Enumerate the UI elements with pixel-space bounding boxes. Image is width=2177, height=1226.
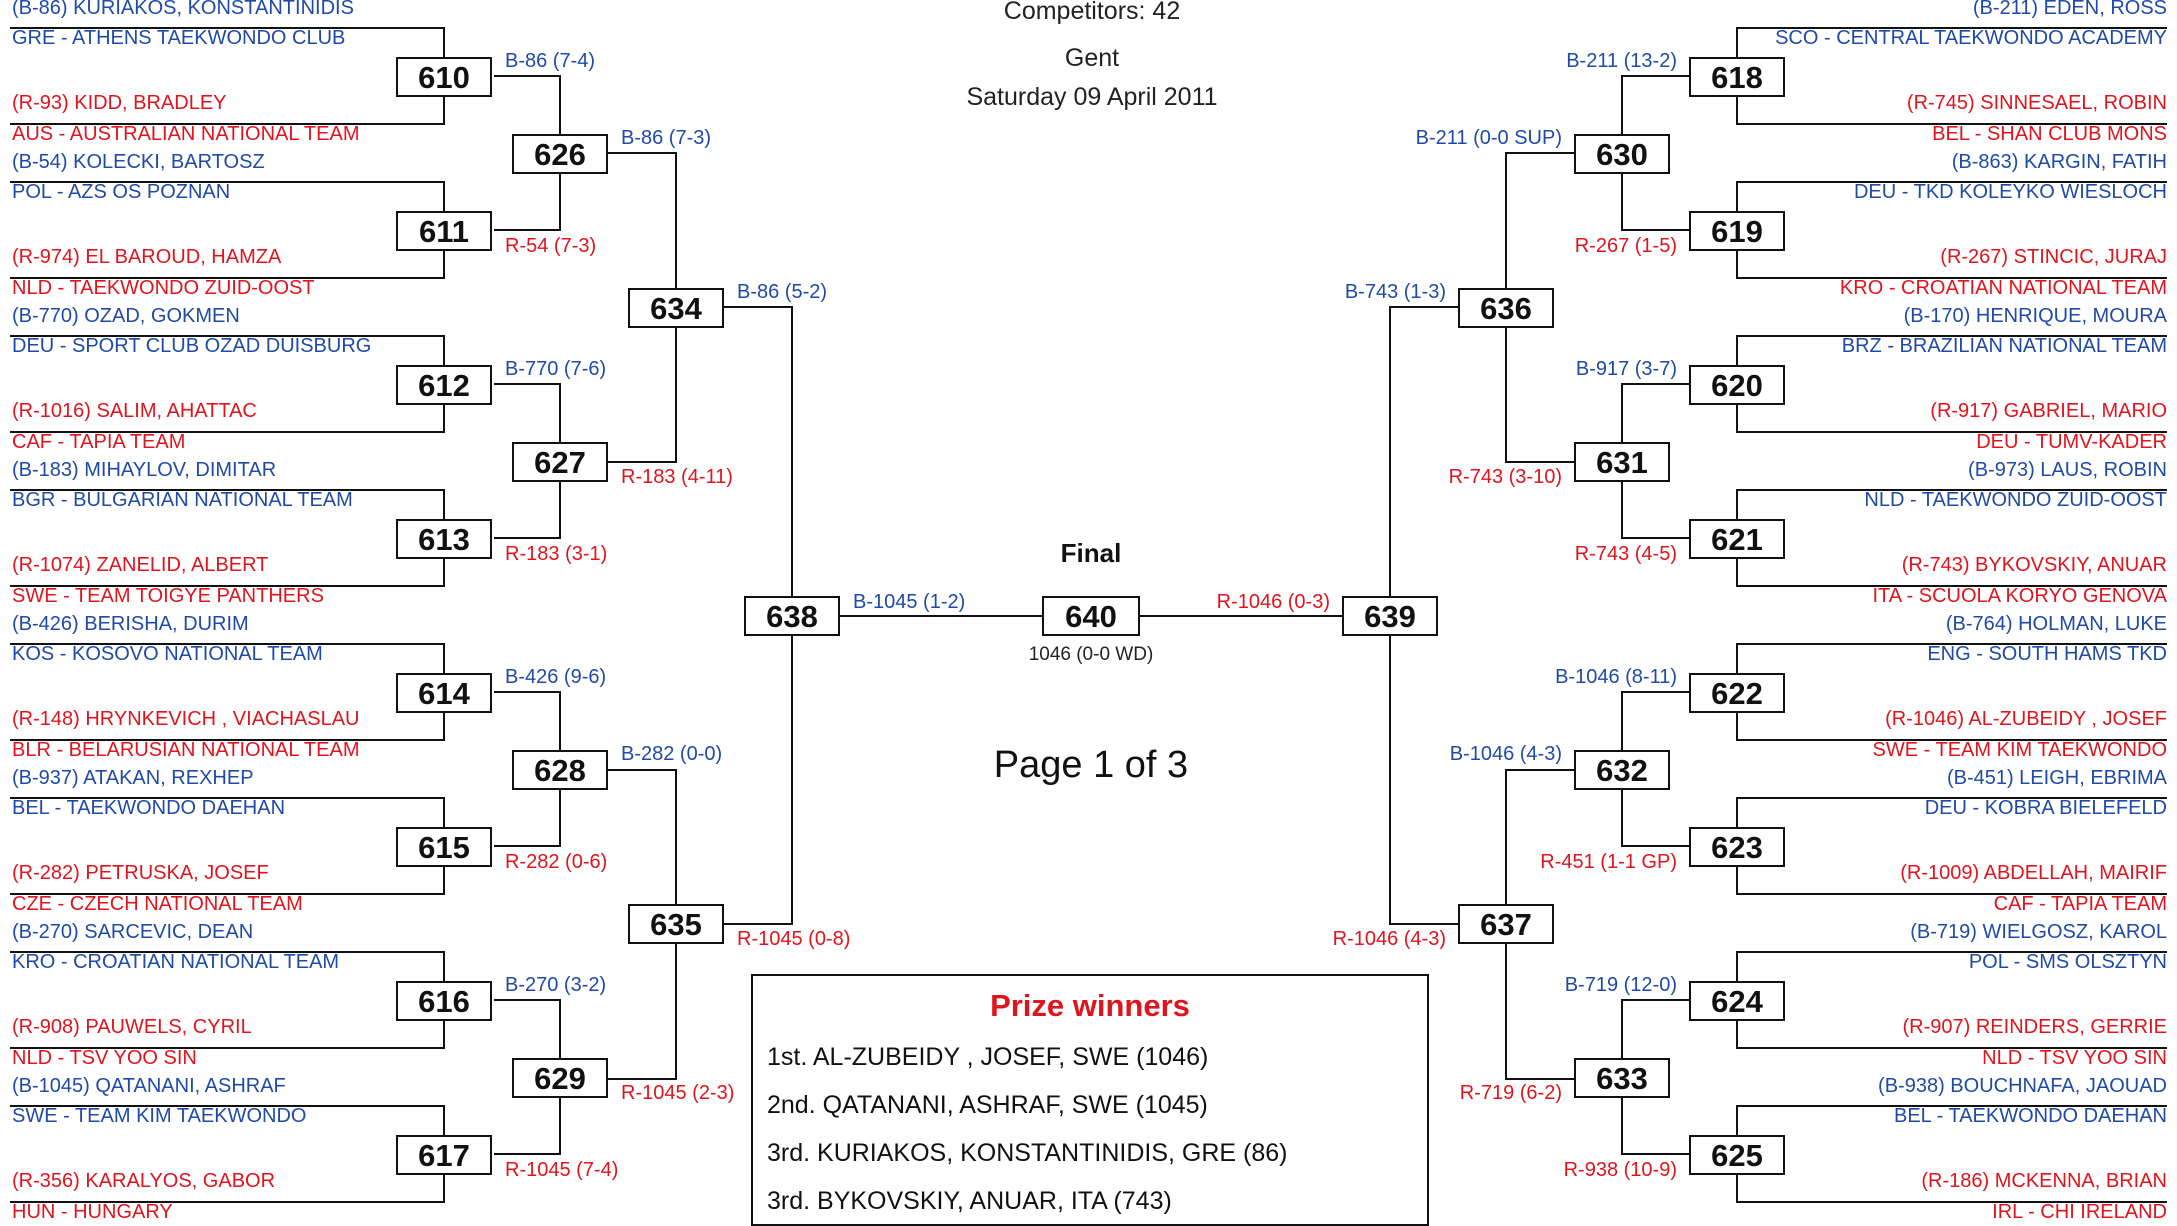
right-competitor-entry: (B-211) EDEN, ROSS (1972, 0, 2167, 19)
bout-613[interactable]: 613 (396, 519, 492, 559)
right-competitor-club: NLD - TAEKWONDO ZUID-OOST (1864, 489, 2167, 511)
right-competitor-club: ENG - SOUTH HAMS TKD (1927, 643, 2167, 665)
result-629: R-1045 (2-3) (621, 1082, 735, 1104)
right-competitor-entry: (R-186) MCKENNA, BRIAN (1921, 1170, 2167, 1192)
bout-617[interactable]: 617 (396, 1135, 492, 1175)
right-competitor-club: DEU - KOBRA BIELEFELD (1924, 797, 2167, 819)
left-competitor-club: BLR - BELARUSIAN NATIONAL TEAM (12, 739, 360, 761)
result-616: B-270 (3-2) (505, 974, 607, 996)
result-623: R-451 (1-1 GP) (1540, 851, 1677, 873)
result-628: B-282 (0-0) (621, 743, 723, 765)
result-622: B-1046 (8-11) (1555, 666, 1677, 688)
prize-line-3: 3rd. KURIAKOS, KONSTANTINIDIS, GRE (86) (767, 1139, 1288, 1167)
result-632: B-1046 (4-3) (1449, 743, 1562, 765)
left-competitor-club: HUN - HUNGARY (12, 1201, 173, 1223)
right-competitor-entry: (R-1046) AL-ZUBEIDY , JOSEF (1885, 708, 2167, 730)
bout-632[interactable]: 632 (1574, 750, 1670, 790)
result-638: B-1045 (1-2) (853, 591, 966, 613)
left-competitor-entry: (R-148) HRYNKEVICH , VIACHASLAU (12, 708, 360, 730)
right-competitor-club: KRO - CROATIAN NATIONAL TEAM (1839, 277, 2167, 299)
right-competitor-entry: (R-907) REINDERS, GERRIE (1902, 1016, 2167, 1038)
bout-630[interactable]: 630 (1574, 134, 1670, 174)
left-competitor-club: POL - AZS OS POZNAN (12, 181, 231, 203)
left-competitor-entry: (B-1045) QATANANI, ASHRAF (12, 1075, 286, 1097)
bout-634[interactable]: 634 (628, 288, 724, 328)
left-competitor-club: BGR - BULGARIAN NATIONAL TEAM (12, 489, 353, 511)
page-indicator: Page 1 of 3 (993, 744, 1189, 786)
result-636: B-743 (1-3) (1344, 281, 1446, 303)
right-competitor-entry: (R-743) BYKOVSKIY, ANUAR (1901, 554, 2167, 576)
right-competitor-entry: (B-938) BOUCHNAFA, JAOUAD (1878, 1075, 2167, 1097)
left-competitor-entry: (R-282) PETRUSKA, JOSEF (12, 862, 269, 884)
left-competitor-entry: (B-770) OZAD, GOKMEN (12, 305, 240, 327)
left-competitor-entry: (R-1074) ZANELID, ALBERT (12, 554, 269, 576)
right-competitor-club: DEU - TKD KOLEYKO WIESLOCH (1853, 181, 2167, 203)
bout-623[interactable]: 623 (1689, 827, 1785, 867)
result-625: R-938 (10-9) (1563, 1159, 1677, 1181)
result-619: R-267 (1-5) (1574, 235, 1677, 257)
left-competitor-club: CZE - CZECH NATIONAL TEAM (12, 893, 303, 915)
bout-611[interactable]: 611 (396, 211, 492, 251)
prize-line-4: 3rd. BYKOVSKIY, ANUAR, ITA (743) (767, 1187, 1172, 1215)
bout-615[interactable]: 615 (396, 827, 492, 867)
result-618: B-211 (13-2) (1566, 50, 1677, 72)
result-621: R-743 (4-5) (1574, 543, 1677, 565)
left-competitor-entry: (R-908) PAUWELS, CYRIL (12, 1016, 252, 1038)
bout-622[interactable]: 622 (1689, 673, 1785, 713)
prize-line-2: 2nd. QATANANI, ASHRAF, SWE (1045) (767, 1091, 1208, 1119)
right-competitor-entry: (B-863) KARGIN, FATIH (1951, 151, 2167, 173)
left-competitor-entry: (B-937) ATAKAN, REXHEP (12, 767, 254, 789)
right-competitor-club: DEU - TUMV-KADER (1976, 431, 2167, 453)
bout-612[interactable]: 612 (396, 365, 492, 405)
result-631: R-743 (3-10) (1448, 466, 1562, 488)
result-612: B-770 (7-6) (505, 358, 607, 380)
bout-640-final[interactable]: 640 (1042, 596, 1140, 636)
result-610: B-86 (7-4) (505, 50, 596, 72)
bout-624[interactable]: 624 (1689, 981, 1785, 1021)
left-competitor-entry: (R-974) EL BAROUD, HAMZA (12, 246, 282, 268)
right-competitor-club: ITA - SCUOLA KORYO GENOVA (1872, 585, 2167, 607)
left-competitor-club: KRO - CROATIAN NATIONAL TEAM (12, 951, 340, 973)
bout-618[interactable]: 618 (1689, 57, 1785, 97)
final-label: Final (1060, 538, 1122, 568)
left-competitor-club: CAF - TAPIA TEAM (12, 431, 186, 453)
left-competitor-club: AUS - AUSTRALIAN NATIONAL TEAM (12, 123, 360, 145)
result-630: B-211 (0-0 SUP) (1415, 127, 1562, 149)
bout-628[interactable]: 628 (512, 750, 608, 790)
right-competitor-club: BEL - TAEKWONDO DAEHAN (1893, 1105, 2167, 1127)
left-competitor-entry: (B-183) MIHAYLOV, DIMITAR (12, 459, 277, 481)
result-626: B-86 (7-3) (621, 127, 712, 149)
bout-636[interactable]: 636 (1458, 288, 1554, 328)
bout-627[interactable]: 627 (512, 442, 608, 482)
prize-line-1: 1st. AL-ZUBEIDY , JOSEF, SWE (1046) (767, 1043, 1209, 1071)
result-624: B-719 (12-0) (1564, 974, 1677, 996)
bout-619[interactable]: 619 (1689, 211, 1785, 251)
result-620: B-917 (3-7) (1575, 358, 1677, 380)
bout-638[interactable]: 638 (744, 596, 840, 636)
bout-629[interactable]: 629 (512, 1058, 608, 1098)
right-competitor-entry: (R-745) SINNESAEL, ROBIN (1906, 92, 2167, 114)
right-competitor-entry: (R-267) STINCIC, JURAJ (1940, 246, 2167, 268)
prize-title: Prize winners (990, 988, 1190, 1023)
left-competitor-entry: (R-93) KIDD, BRADLEY (12, 92, 227, 114)
bout-620[interactable]: 620 (1689, 365, 1785, 405)
result-637: R-1046 (4-3) (1332, 928, 1446, 950)
right-competitor-club: SCO - CENTRAL TAEKWONDO ACADEMY (1775, 27, 2167, 49)
bout-633[interactable]: 633 (1574, 1058, 1670, 1098)
left-competitor-entry: (B-86) KURIAKOS, KONSTANTINIDIS (12, 0, 354, 19)
bout-610[interactable]: 610 (396, 57, 492, 97)
left-competitor-club: DEU - SPORT CLUB OZAD DUISBURG (12, 335, 372, 357)
result-614: B-426 (9-6) (505, 666, 607, 688)
right-competitor-entry: (B-764) HOLMAN, LUKE (1945, 613, 2167, 635)
left-competitor-club: NLD - TSV YOO SIN (12, 1047, 197, 1069)
result-639: R-1046 (0-3) (1216, 591, 1330, 613)
right-competitor-entry: (R-1009) ABDELLAH, MAIRIF (1900, 862, 2167, 884)
right-competitor-club: BRZ - BRAZILIAN NATIONAL TEAM (1841, 335, 2167, 357)
result-633: R-719 (6-2) (1459, 1082, 1562, 1104)
result-640: 1046 (0-0 WD) (1028, 644, 1154, 665)
result-634: B-86 (5-2) (737, 281, 828, 303)
right-competitor-club: CAF - TAPIA TEAM (1993, 893, 2167, 915)
left-competitor-club: NLD - TAEKWONDO ZUID-OOST (12, 277, 315, 299)
left-competitor-club: GRE - ATHENS TAEKWONDO CLUB (12, 27, 346, 49)
left-competitor-entry: (B-426) BERISHA, DURIM (12, 613, 249, 635)
right-competitor-club: NLD - TSV YOO SIN (1982, 1047, 2167, 1069)
bout-635[interactable]: 635 (628, 904, 724, 944)
event-date: Saturday 09 April 2011 (966, 83, 1218, 111)
left-competitor-entry: (B-54) KOLECKI, BARTOSZ (12, 151, 265, 173)
right-competitor-entry: (B-719) WIELGOSZ, KAROL (1910, 921, 2167, 943)
right-competitor-club: IRL - CHI IRELAND (1992, 1201, 2167, 1223)
left-competitor-entry: (B-270) SARCEVIC, DEAN (12, 921, 254, 943)
competitors-count: Competitors: 42 (1003, 0, 1181, 25)
right-competitor-entry: (B-170) HENRIQUE, MOURA (1903, 305, 2167, 327)
left-competitor-club: BEL - TAEKWONDO DAEHAN (12, 797, 286, 819)
bout-631[interactable]: 631 (1574, 442, 1670, 482)
bout-614[interactable]: 614 (396, 673, 492, 713)
bout-616[interactable]: 616 (396, 981, 492, 1021)
right-competitor-club: POL - SMS OLSZTYN (1968, 951, 2167, 973)
right-competitor-club: BEL - SHAN CLUB MONS (1932, 123, 2167, 145)
result-611: R-54 (7-3) (505, 235, 597, 257)
right-competitor-club: SWE - TEAM KIM TAEKWONDO (1872, 739, 2167, 761)
result-617: R-1045 (7-4) (505, 1159, 619, 1181)
right-competitor-entry: (B-451) LEIGH, EBRIMA (1946, 767, 2167, 789)
result-635: R-1045 (0-8) (737, 928, 851, 950)
right-competitor-entry: (R-917) GABRIEL, MARIO (1930, 400, 2167, 422)
right-competitor-entry: (B-973) LAUS, ROBIN (1968, 459, 2167, 481)
bout-626[interactable]: 626 (512, 134, 608, 174)
result-613: R-183 (3-1) (505, 543, 608, 565)
bout-625[interactable]: 625 (1689, 1135, 1785, 1175)
left-competitor-club: KOS - KOSOVO NATIONAL TEAM (12, 643, 323, 665)
left-competitor-club: SWE - TEAM KIM TAEKWONDO (12, 1105, 307, 1127)
left-competitor-entry: (R-1016) SALIM, AHATTAC (12, 400, 257, 422)
bout-639[interactable]: 639 (1342, 596, 1438, 636)
left-competitor-entry: (R-356) KARALYOS, GABOR (12, 1170, 276, 1192)
result-627: R-183 (4-11) (621, 466, 733, 488)
bout-637[interactable]: 637 (1458, 904, 1554, 944)
result-615: R-282 (0-6) (505, 851, 608, 873)
left-competitor-club: SWE - TEAM TOIGYE PANTHERS (12, 585, 324, 607)
event-city: Gent (1064, 44, 1120, 72)
prize-winners-box (751, 974, 1429, 1226)
bout-621[interactable]: 621 (1689, 519, 1785, 559)
